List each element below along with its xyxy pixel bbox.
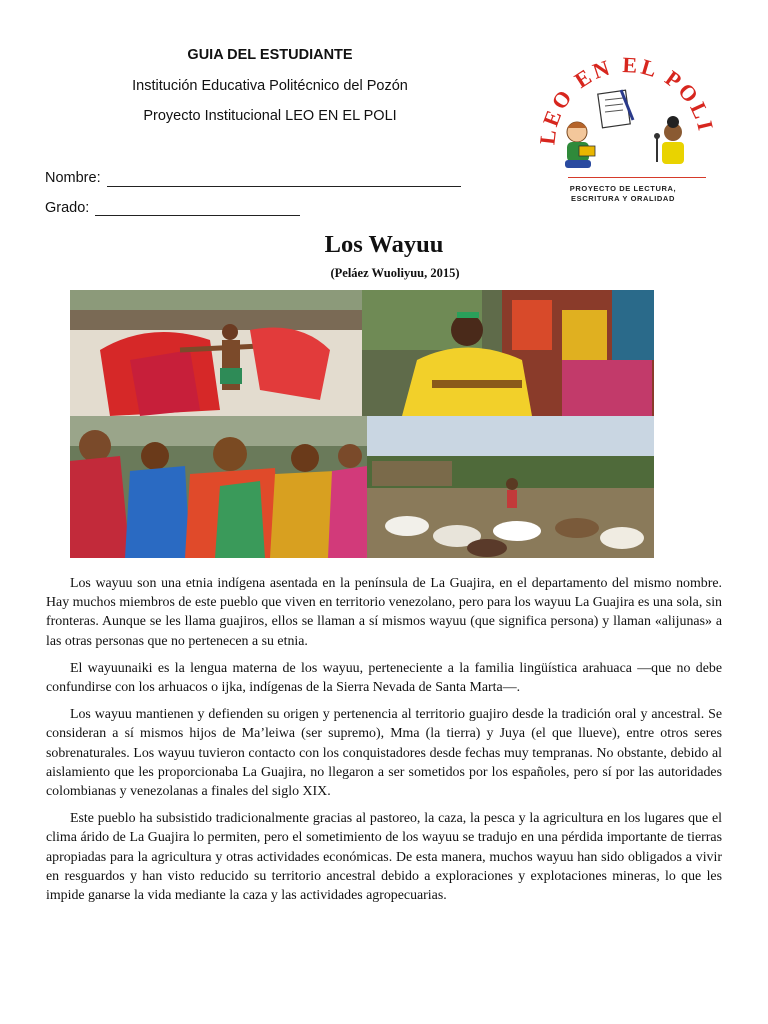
grade-blank-line[interactable] xyxy=(95,215,300,216)
child-reading-icon xyxy=(565,122,595,168)
book-icon xyxy=(598,90,633,128)
photo-wayuu-woman-weaving xyxy=(362,290,654,416)
project-name: Proyecto Institucional LEO EN EL POLI xyxy=(143,108,397,124)
logo-title-text: LEO EN EL POL xyxy=(535,52,715,146)
document-source: (Peláez Wuoliyuu, 2015) xyxy=(330,266,460,280)
institution-name: Institución Educativa Politécnico del Pozón xyxy=(132,78,408,94)
logo-caption-line2: ESCRITURA Y ORALIDAD xyxy=(571,194,675,203)
photo-wayuu-dancers xyxy=(70,290,362,416)
paragraph: Los wayuu mantienen y defienden su origen y pertenencia al territorio guajiro desde la tradición oral y ancestral. Se consideran a sí mismos hijos de Ma’leiwa (ser supremo), Mma (la tierra) y Juya (el que llueve), entre otros seres sobrenaturales. Los wayuu tuvieron contacto con los conquistadores desde fechas muy tempranas. No obstante, debido al aislamiento que les proporcionaba La Guajira, no llegaron a ser sometidos por los españoles, pero sí por las autoridades colombianas y venezolanas a finales del siglo XIX. xyxy=(46,707,722,800)
photo-wayuu-women-group xyxy=(70,416,367,558)
paragraph: El wayuunaiki es la lengua materna de los wayuu, perteneciente a la familia lingüística arahuaca —que no debe confundirse con los arhuacos o ijka, indígenas de la Sierra Nevada de Santa Marta—. xyxy=(46,660,722,696)
article-body xyxy=(46,574,722,913)
paragraph: Los wayuu son una etnia indígena asentada en la península de La Guajira, en el departamento del mismo nombre. Hay muchos miembros de este pueblo que viven en territorio venezolano, pero para los wayuu La Guajira es una sola, sin fronteras. Aunque se les llama guajiros, ellos se llaman a sí mismos wayuu (que significa persona) y llaman «alijunas» a las otras personas que no pertenecen a su etnia. xyxy=(46,576,722,649)
paragraph: Este pueblo ha subsistido tradicionalmente gracias al pastoreo, la caza, la pesca y la agricultura en los lugares que el clima árido de La Guajira lo permiten, pero el sometimiento de los wayuu se tradujo en una pérdida importante de tierras apropiadas para la agricultura y otras actividades económicas. De esta manera, muchos wayuu han sido obligados a vivir en resguardos y han visto reducido su territorio ancestral debido a exploraciones y explotaciones mineras, lo que les impide ganarse la vida mediante la caza y las actividades agropecuarias. xyxy=(46,811,722,904)
child-speaking-icon xyxy=(654,116,684,164)
grade-label: Grado: xyxy=(45,200,90,216)
name-blank-line[interactable] xyxy=(107,186,461,187)
logo-caption-line1: PROYECTO DE LECTURA, xyxy=(569,184,677,193)
logo-divider xyxy=(568,177,706,178)
guide-title: GUIA DEL ESTUDIANTE xyxy=(187,47,353,63)
document-title: Los Wayuu xyxy=(324,231,444,258)
name-label: Nombre: xyxy=(45,170,101,186)
photo-wayuu-goat-herding xyxy=(367,416,654,558)
logo-caption xyxy=(548,184,698,204)
